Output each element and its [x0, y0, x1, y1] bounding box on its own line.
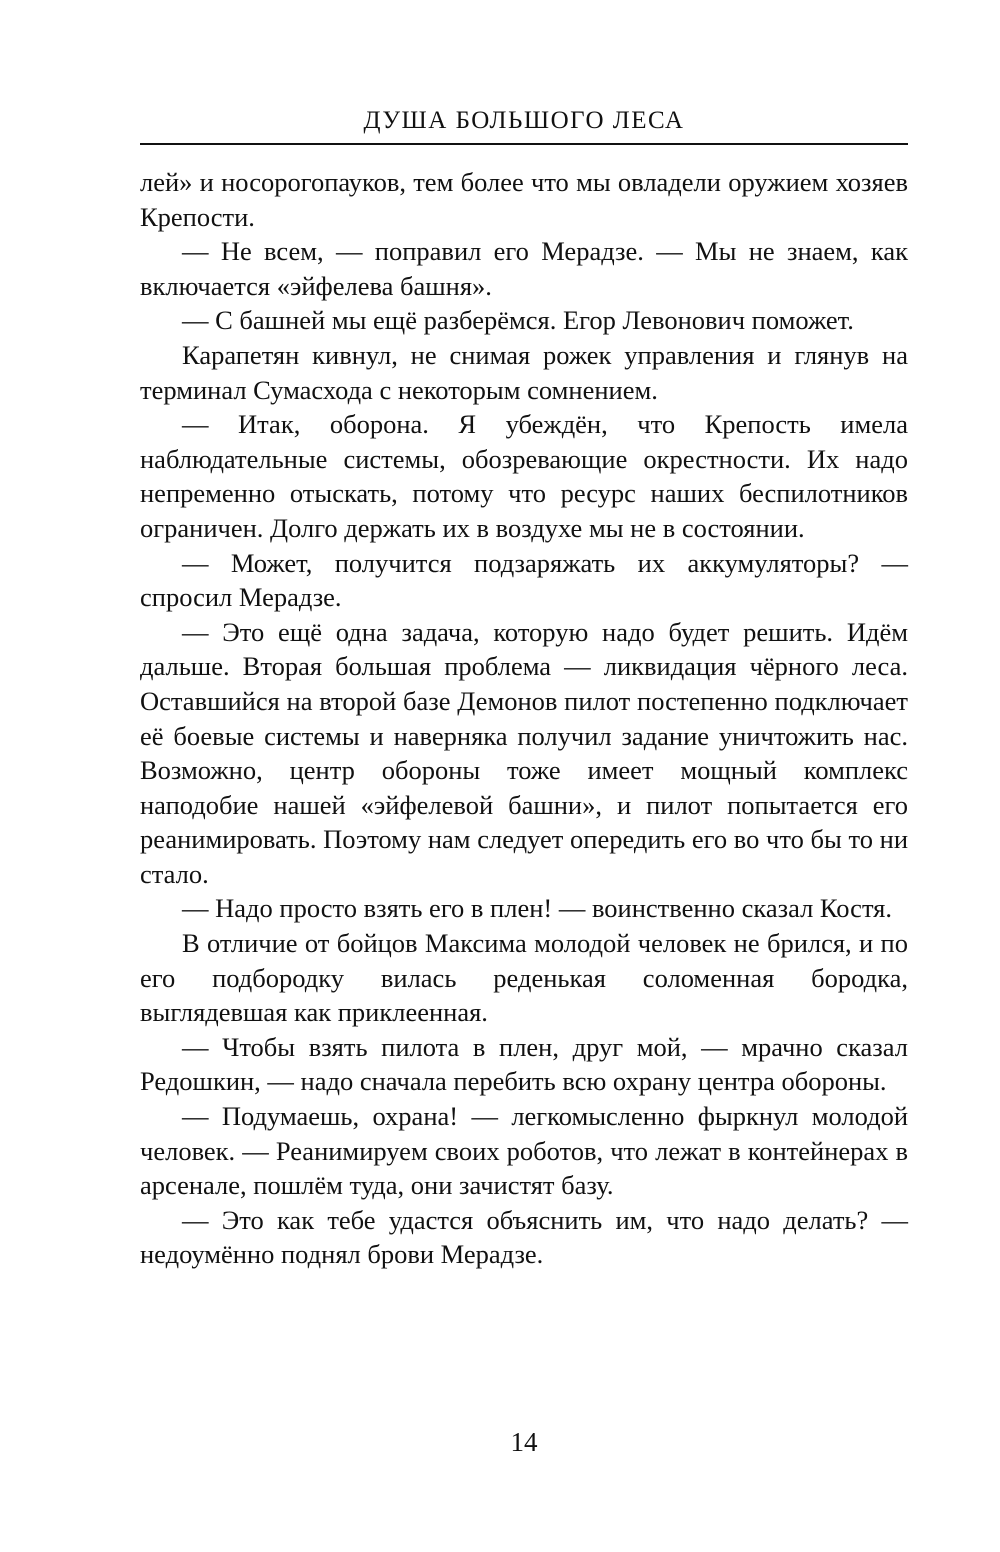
paragraph: — Итак, оборона. Я убеждён, что Крепость имела наблюдательные системы, обозревающие окрестности. Их надо непременно отыскать, потому что ресурс наших беспилотников ограничен. Долго держать их в воздухе мы не в состоянии. — [140, 409, 908, 543]
paragraph: Карапетян кивнул, не снимая рожек управления и глянув на терминал Сумасхода с некоторым сомнением. — [140, 339, 908, 405]
paragraph: — Надо просто взять его в плен! — воинственно сказал Костя. — [182, 893, 892, 924]
header-rule — [140, 143, 908, 145]
paragraph: — Не всем, — поправил его Мерадзе. — Мы не знаем, как включается «эйфелева башня». — [140, 236, 908, 301]
paragraph: — Чтобы взять пилота в плен, друг мой, — мрачно сказал Редошкин, — надо сначала перебить всю охрану центра обороны. — [140, 1031, 908, 1097]
paragraph: лей» и носорогопауков, тем более что мы овладели оружием хозяев Крепости. — [140, 167, 908, 232]
body-text — [140, 165, 908, 1272]
page-number: 14 — [510, 1427, 538, 1457]
paragraph: — С башней мы ещё разберёмся. Егор Левонович поможет. — [182, 305, 854, 336]
paragraph: — Это как тебе удастся объяснить им, что надо делать? — недоумённо поднял брови Мерадзе. — [140, 1204, 908, 1270]
paragraph: В отличие от бойцов Максима молодой человек не брился, и по его подбородку вилась реденькая соломенная бородка, выглядевшая как приклеенная. — [140, 928, 908, 1028]
running-head: ДУША БОЛЬШОГО ЛЕСА — [363, 107, 685, 134]
paragraph: — Подумаешь, охрана! — легкомысленно фыркнул молодой человек. — Реанимируем своих роботов, что лежат в контейнерах в арсенале, пошлём туда, они зачистят базу. — [140, 1101, 908, 1201]
paragraph: — Может, получится подзаряжать их аккумуляторы? — спросил Мерадзе. — [140, 547, 908, 613]
paragraph: — Это ещё одна задача, которую надо будет решить. Идём дальше. Вторая большая проблема — ликвидация чёрного леса. Оставшийся на второй базе Демонов пилот постепенно подключает её боевые системы и наверняка получил задание уничтожить нас. Возможно, центр обороны тоже имеет мощный комплекс наподобие нашей «эйфелевой башни», и пилот попытается его реанимировать. Поэтому нам следует опередить его во что бы то ни стало. — [140, 616, 908, 889]
